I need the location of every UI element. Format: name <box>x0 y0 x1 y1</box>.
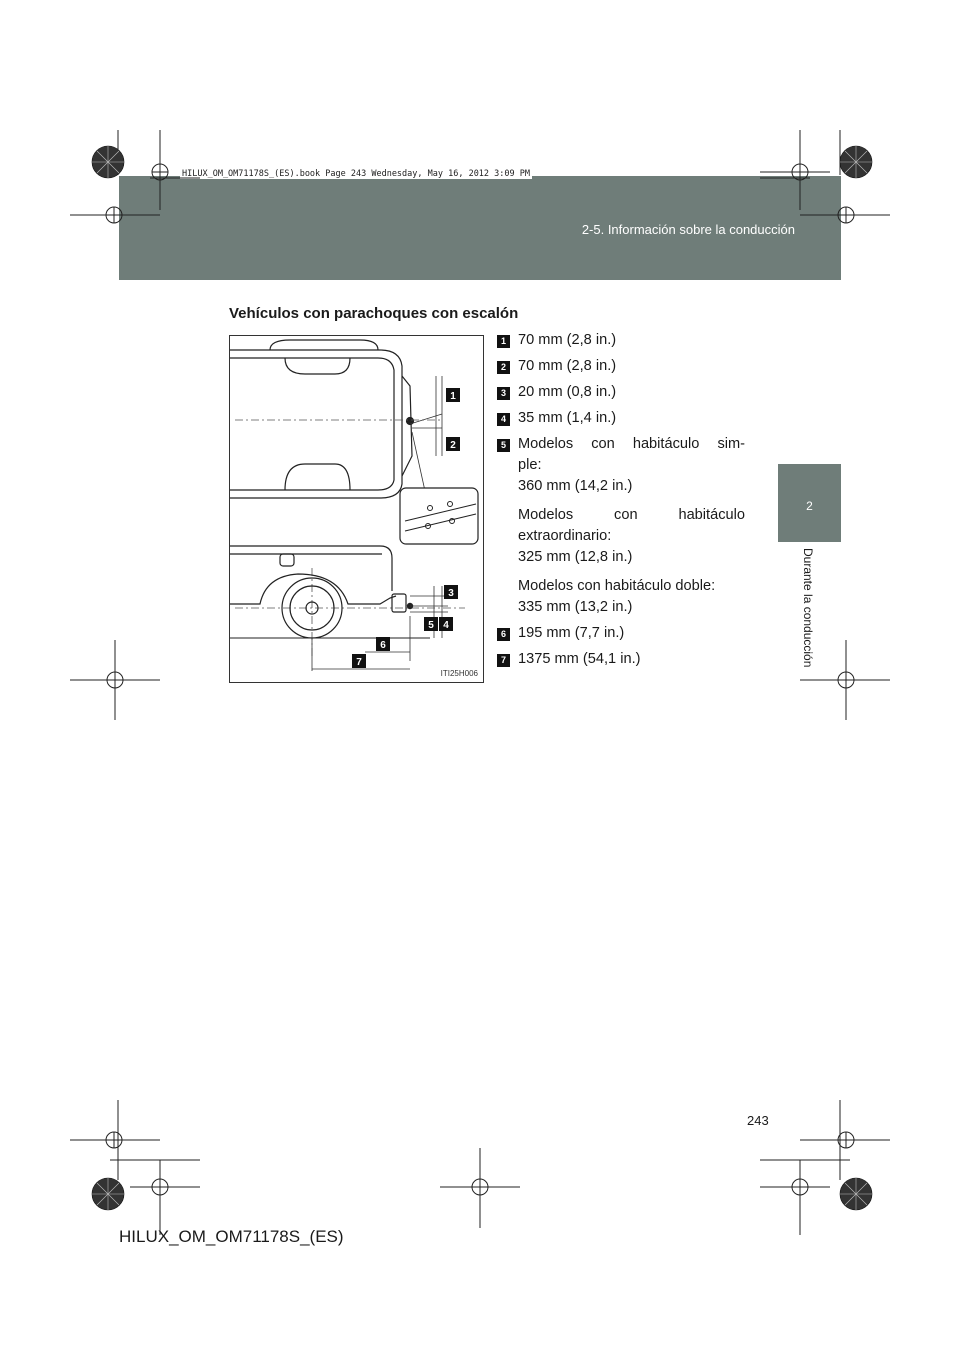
footer-doc-id: HILUX_OM_OM71178S_(ES) <box>119 1227 344 1246</box>
spec-text-6: 195 mm (7,7 in.) <box>518 625 625 641</box>
item-badge-1: 1 <box>497 335 510 348</box>
item-badge-6: 6 <box>497 628 510 641</box>
spec-text-1: 70 mm (2,8 in.) <box>518 332 617 348</box>
figure-callout-7-text: 7 <box>356 657 362 668</box>
figure-code: ITI25H006 <box>440 669 478 678</box>
word: Modelos <box>518 507 574 523</box>
word: con <box>591 436 615 452</box>
spec-text-2: 70 mm (2,8 in.) <box>518 358 617 374</box>
chapter-number: 2 <box>806 499 813 513</box>
figure-callout-1-text: 1 <box>450 391 456 402</box>
section-title: 2-5. Información sobre la conducción <box>581 222 795 237</box>
figure-callout-6-text: 6 <box>380 640 386 651</box>
item-badge-5: 5 <box>497 439 510 452</box>
spec-text-3: 20 mm (0,8 in.) <box>518 384 617 400</box>
figure-callout-5-text: 5 <box>428 620 434 631</box>
page-number: 243 <box>747 1113 769 1128</box>
spec-text-5-line3: 360 mm (14,2 in.) <box>518 478 633 494</box>
spec-text-5-sub2-line1: Modelos con habitáculo doble: <box>518 578 716 594</box>
word: Modelos <box>518 436 574 452</box>
spec-text-5-sub2-line2: 335 mm (13,2 in.) <box>518 599 633 615</box>
item-badge-7: 7 <box>497 654 510 667</box>
spec-text-7: 1375 mm (54,1 in.) <box>518 651 641 667</box>
spec-text-5-sub1-line2: extraordinario: <box>518 528 612 544</box>
book-stamp: HILUX_OM_OM71178S_(ES).book Page 243 Wednesday, May 16, 2012 3:09 PM <box>182 169 530 179</box>
spec-text-5-sub1-line3: 325 mm (12,8 in.) <box>518 549 633 565</box>
figure-callout-2-text: 2 <box>450 440 456 451</box>
word: con <box>614 507 638 523</box>
word: habitáculo <box>678 507 745 523</box>
figure-callout-4-text: 4 <box>443 620 449 631</box>
word: habitáculo <box>632 436 700 452</box>
figure-callout-3-text: 3 <box>448 588 454 599</box>
item-badge-3: 3 <box>497 387 510 400</box>
spec-text-4: 35 mm (1,4 in.) <box>518 410 617 426</box>
spec-text-5-line2: ple: <box>518 457 542 473</box>
word: sim- <box>717 436 745 452</box>
page-heading: Vehículos con parachoques con escalón <box>229 305 519 322</box>
item-badge-4: 4 <box>497 413 510 426</box>
chapter-label: Durante la conducción <box>801 548 815 668</box>
item-badge-2: 2 <box>497 361 510 374</box>
